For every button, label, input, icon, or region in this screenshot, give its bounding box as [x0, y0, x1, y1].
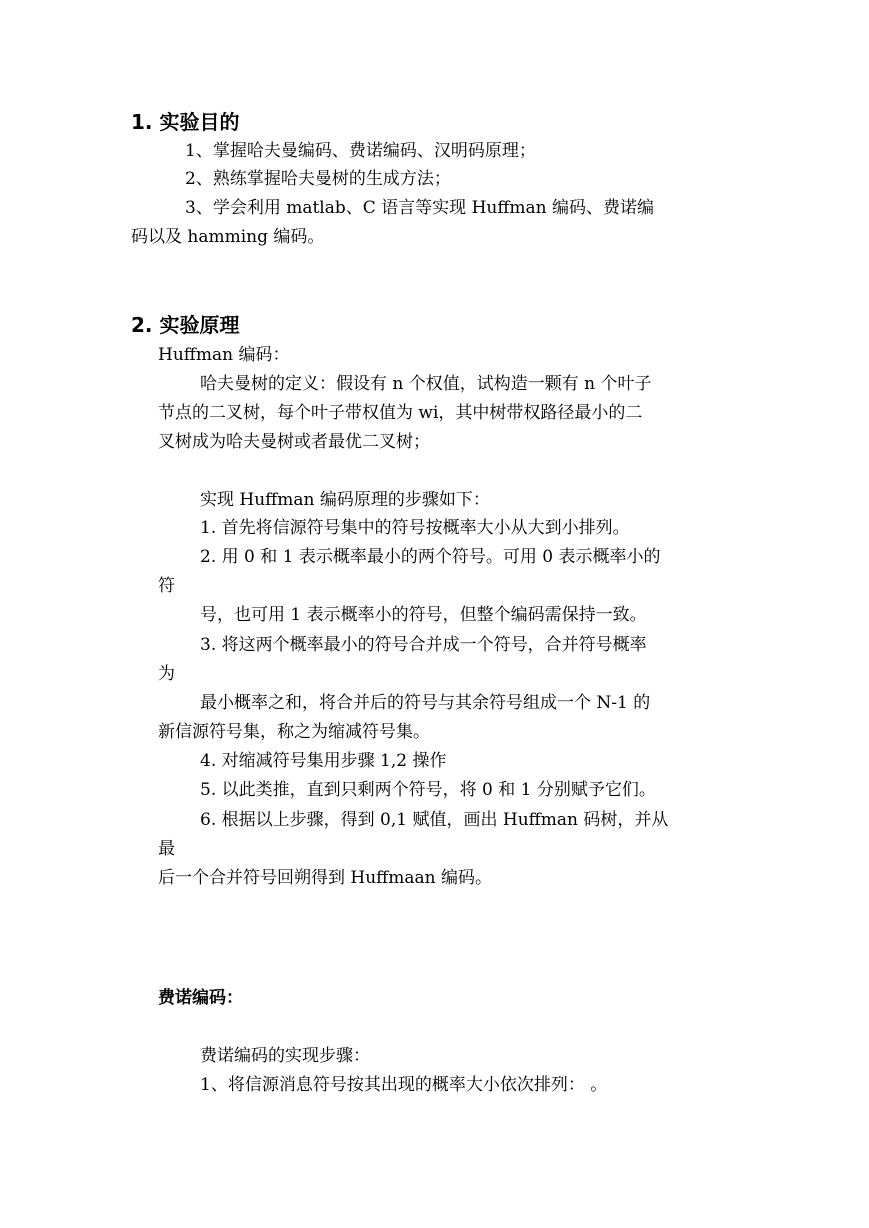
step-line-3: 符: [158, 576, 175, 596]
step-line-1: 1. 首先将信源符号集中的符号按概率大小从大到小排列。: [200, 518, 630, 538]
fano-intro: 费诺编码的实现步骤：: [200, 1046, 370, 1066]
step-line-5: 3. 将这两个概率最小的符号合并成一个符号，合并符号概率: [200, 635, 647, 655]
step-line-13: 后一个合并符号回朔得到 Huffmaan 编码。: [158, 868, 492, 888]
objective-item-3: 3、学会利用 matlab、C 语言等实现 Huffman 编码、费诺编: [185, 198, 655, 218]
definition-line-3: 叉树成为哈夫曼树或者最优二叉树；: [158, 432, 430, 452]
step-line-9: 4. 对缩减符号集用步骤 1,2 操作: [200, 751, 447, 771]
definition-line-2: 节点的二叉树，每个叶子带权值为 wi，其中树带权路径最小的二: [158, 403, 643, 423]
step-line-10: 5. 以此类推，直到只剩两个符号，将 0 和 1 分别赋予它们。: [200, 780, 656, 800]
definition-line-1: 哈夫曼树的定义：假设有 n 个权值，试构造一颗有 n 个叶子: [200, 374, 652, 394]
step-line-2: 2. 用 0 和 1 表示概率最小的两个符号。可用 0 表示概率小的: [200, 547, 661, 567]
step-line-7: 最小概率之和，将合并后的符号与其余符号组成一个 N-1 的: [200, 693, 651, 713]
step-line-4: 号，也可用 1 表示概率小的符号，但整个编码需保持一致。: [200, 605, 647, 625]
fano-step-1: 1、将信源消息符号按其出现的概率大小依次排列： 。: [200, 1075, 608, 1095]
objective-item-3-cont: 码以及 hamming 编码。: [131, 227, 325, 247]
step-line-6: 为: [158, 664, 175, 684]
steps-intro: 实现 Huffman 编码原理的步骤如下：: [200, 490, 490, 510]
fano-label: 费诺编码：: [158, 988, 243, 1008]
step-line-8: 新信源符号集，称之为缩减符号集。: [158, 722, 430, 742]
step-line-12: 最: [158, 839, 175, 859]
step-line-11: 6. 根据以上步骤，得到 0,1 赋值，画出 Huffman 码树，并从: [200, 810, 669, 830]
section1-title: 1. 实验目的: [131, 110, 240, 134]
huffman-label: Huffman 编码：: [158, 345, 290, 365]
objective-item-1: 1、掌握哈夫曼编码、费诺编码、汉明码原理；: [185, 141, 536, 161]
section2-title: 2. 实验原理: [131, 313, 240, 337]
objective-item-2: 2、熟练掌握哈夫曼树的生成方法；: [185, 169, 451, 189]
